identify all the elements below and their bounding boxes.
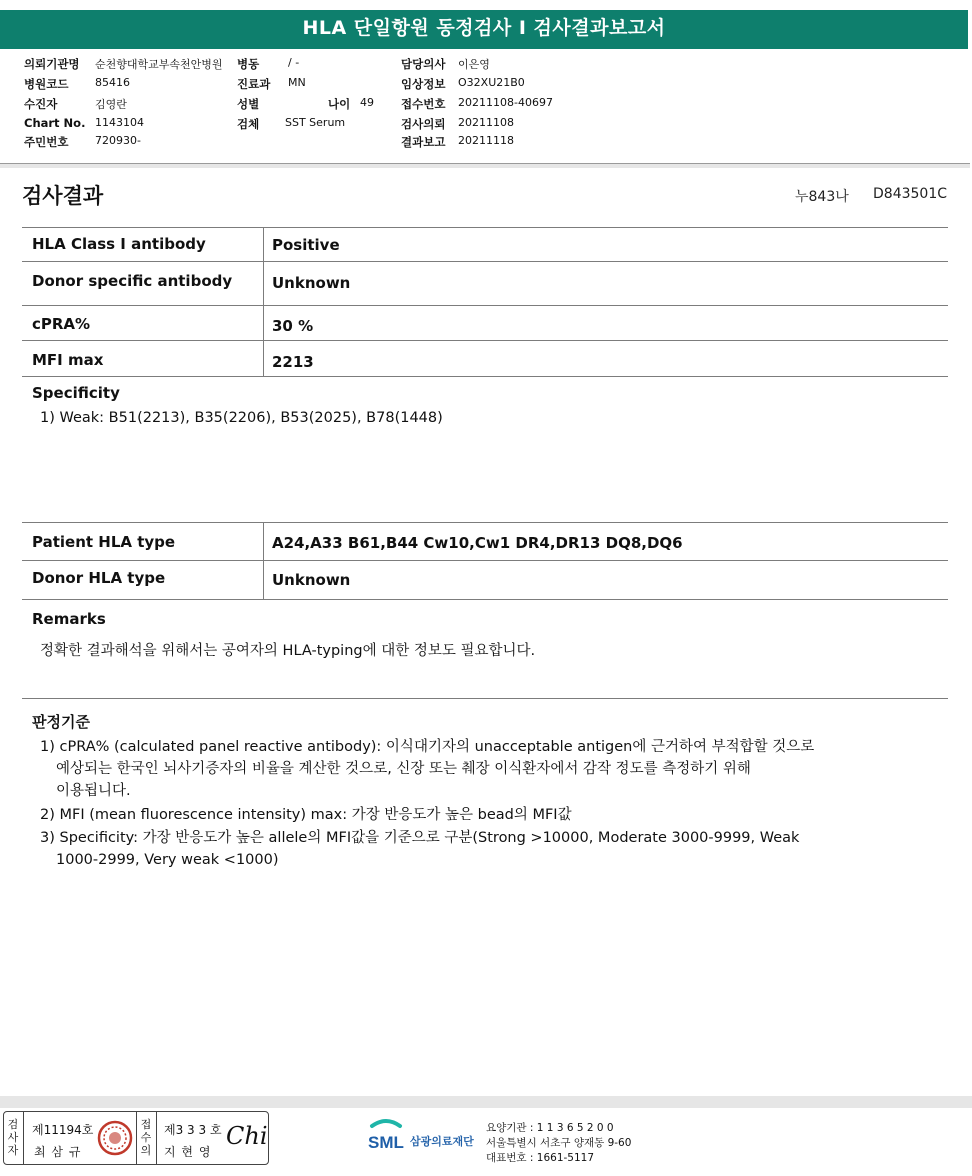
org-phone: 대표번호 : 1661-5117 (486, 1152, 595, 1164)
criteria-item-2 (40, 804, 572, 826)
specificity-text: 1) Weak: B51(2213), B35(2206), B53(2025), B78(1448) (40, 410, 443, 426)
clinical-info-label: 임상정보 (401, 77, 446, 91)
mfi-max-label: MFI max (32, 351, 104, 369)
criteria-title: 판정기준 (32, 713, 90, 731)
table-column-divider (263, 523, 264, 599)
cpra-value: 30 % (272, 317, 314, 335)
patient-hla-value: A24,A33 B61,B44 Cw10,Cw1 DR4,DR13 DQ8,DQ6 (272, 534, 683, 552)
hospital-label: 의뢰기관명 (24, 57, 80, 71)
ward-label: 병동 (237, 57, 260, 71)
table-line (22, 522, 948, 523)
footer-band (0, 1096, 972, 1108)
mfi-max-value: 2213 (272, 353, 314, 371)
criteria-item-1-line-2: 예상되는 한국인 뇌사기증자의 비율을 계산한 것으로, 신장 또는 췌장 이식환자에서 감작 정도를 측정하기 위해 (56, 761, 751, 777)
report-title: HLA 단일항원 동정검사 I 검사결과보고서 (0, 10, 968, 46)
table-line (22, 261, 948, 262)
donor-hla-label: Donor HLA type (32, 569, 166, 587)
handwritten-signature: Chi (226, 1122, 268, 1150)
sex-label: 성별 (237, 97, 260, 111)
chart-no-value: 1143104 (95, 116, 144, 129)
title-underline (0, 46, 968, 49)
table-line (22, 340, 948, 341)
dsa-label: Donor specific antibody (32, 272, 233, 290)
report-date-value: 20211118 (458, 134, 514, 147)
criteria-item-3-line-2: 1000-2999, Very weak <1000) (56, 852, 279, 868)
resident-no-label: 주민번호 (24, 135, 69, 149)
examiner-name: 최 삼 규 (34, 1145, 82, 1159)
doctor-label: 담당의사 (401, 57, 446, 71)
hospital-code-value: 85416 (95, 76, 130, 89)
signature-divider (156, 1112, 157, 1164)
age-value: 49 (360, 96, 374, 109)
receiver-label: 접수의 (140, 1118, 152, 1157)
chart-no-label: Chart No. (24, 116, 86, 130)
resident-no-value: 720930- (95, 134, 141, 147)
results-section-title: 검사결과 (22, 184, 104, 208)
criteria-item-3 (40, 827, 799, 871)
table-line (22, 376, 948, 377)
patient-label: 수진자 (24, 97, 58, 111)
sml-logo-icon (366, 1116, 406, 1160)
department-value: MN (288, 76, 306, 89)
hla-class-i-value: Positive (272, 236, 340, 254)
hospital-code-label: 병원코드 (24, 77, 69, 91)
hla-class-i-label: HLA Class I antibody (32, 235, 206, 253)
patient-hla-label: Patient HLA type (32, 533, 176, 551)
table-column-divider (263, 228, 264, 376)
dsa-value: Unknown (272, 274, 351, 292)
age-label: 나이 (328, 97, 351, 111)
specimen-label: 검체 (237, 117, 260, 131)
result-code-1: 누843나 (795, 189, 849, 205)
department-label: 진료과 (237, 77, 271, 91)
sml-logo-text: SML (368, 1133, 404, 1152)
receiver-number: 제3 3 3 호 (164, 1123, 222, 1137)
criteria-item-3-line-1: 3) Specificity: 가장 반응도가 높은 allele의 MFI값을 기준으로 구분(Strong >10000, Moderate 3000-9999, Weak (40, 830, 800, 846)
examiner-label: 검사자 (7, 1118, 19, 1157)
receiver-name: 지 현 영 (164, 1145, 212, 1159)
criteria-item-1-line-3: 이용됩니다. (56, 783, 131, 799)
institution-code: 요양기관 : 1 1 3 6 5 2 0 0 (486, 1122, 614, 1134)
request-date-label: 검사의뢰 (401, 117, 446, 131)
table-line (22, 599, 948, 600)
org-name: 삼광의료재단 (410, 1135, 474, 1148)
doctor-value: 이은영 (458, 58, 490, 71)
donor-hla-value: Unknown (272, 571, 351, 589)
remarks-divider (22, 698, 948, 699)
signature-divider (136, 1112, 137, 1164)
signature-divider (23, 1112, 24, 1164)
table-line (22, 305, 948, 306)
org-address: 서울특별시 서초구 양재동 9-60 (486, 1137, 632, 1149)
cpra-label: cPRA% (32, 315, 91, 333)
seal-icon (97, 1120, 133, 1156)
report-date-label: 결과보고 (401, 135, 446, 149)
clinical-info-value: O32XU21B0 (458, 76, 525, 89)
patient-value: 김영란 (95, 98, 127, 111)
table-line (22, 227, 948, 228)
table-line (22, 560, 948, 561)
examiner-number: 제11194호 (32, 1123, 94, 1137)
criteria-item-2-line-1: 2) MFI (mean fluorescence intensity) max: 가장 반응도가 높은 bead의 MFI값 (40, 807, 572, 823)
remarks-text: 정확한 결과해석을 위해서는 공여자의 HLA-typing에 대한 정보도 필요합니다. (40, 643, 536, 659)
signature-box (3, 1111, 269, 1165)
header-shadow (0, 164, 970, 168)
request-date-value: 20211108 (458, 116, 514, 129)
remarks-title: Remarks (32, 610, 106, 628)
result-code-2: D843501C (873, 186, 947, 202)
hospital-value: 순천향대학교부속천안병원 (95, 58, 223, 71)
specimen-value: SST Serum (285, 116, 346, 129)
receipt-no-label: 접수번호 (401, 97, 446, 111)
specificity-title: Specificity (32, 384, 120, 402)
criteria-item-1 (40, 736, 814, 802)
criteria-item-1-line-1: 1) cPRA% (calculated panel reactive antibody): 이식대기자의 unacceptable antigen에 근거하여 부적합할 것으로 (40, 739, 815, 755)
receipt-no-value: 20211108-40697 (458, 96, 553, 109)
ward-value: / - (288, 56, 300, 69)
